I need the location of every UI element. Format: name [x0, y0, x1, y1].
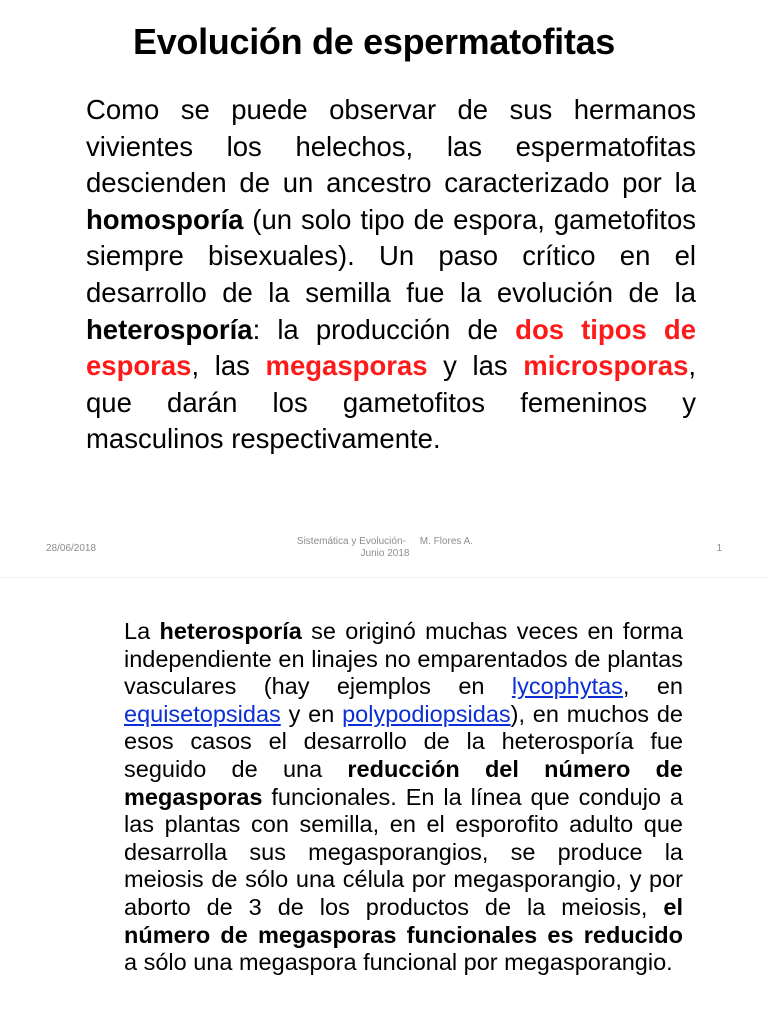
link-equisetopsidas[interactable]: equisetopsidas — [124, 700, 281, 727]
text-run: y en — [280, 700, 343, 727]
footer-course-line-1: Sistemática y Evolución- M. Flores A. — [296, 536, 474, 547]
text-run: , las — [191, 350, 266, 382]
highlight-dos-tipos-de-esporas: dos tipos de esporas — [86, 313, 697, 382]
text-run: La — [124, 618, 160, 644]
slide-2-paragraph — [124, 618, 683, 977]
bold-heterosporia: heterosporía — [159, 618, 302, 644]
footer-course — [250, 536, 520, 560]
footer-date: 28/06/2018 — [46, 543, 97, 554]
bold-homosporia: homosporía — [86, 203, 244, 235]
text-run: y las — [427, 350, 524, 382]
bold-numero-megasporas: el número de megasporas funcionales es reducido — [124, 893, 683, 948]
text-run: : la producción de — [252, 313, 516, 345]
bold-heterosporia: heterosporía — [86, 313, 253, 345]
slide-title-text: Evolución de espermatofitas — [132, 21, 616, 62]
text-run: , en — [622, 673, 684, 700]
footer-course-line-2: Junio 2018 — [360, 548, 410, 559]
slide-1-paragraph — [86, 92, 696, 458]
text-run: (un solo tipo de espora, gametofitos siempre bisexuales). Un paso crítico en el desarrollo de la semilla fue la evolución de la — [86, 203, 696, 308]
link-polypodiopsidas[interactable]: polypodiopsidas — [342, 700, 511, 727]
slide-title — [0, 20, 768, 63]
bold-reduccion-megasporas: reducción del número de megasporas — [124, 755, 683, 810]
text-run: se originó muchas veces en forma independiente en linajes no emparentados de plantas vasculares (hay ejemplos en — [124, 618, 683, 700]
text-run: , que darán los gametofitos femeninos y masculinos respectivamente. — [86, 350, 697, 455]
text-run: a sólo una megaspora funcional por megasporangio. — [124, 949, 673, 976]
highlight-microsporas: microsporas — [523, 350, 689, 382]
text-run: funcionales. En la línea que condujo a las plantas con semilla, en el esporofito adulto que desarrolla sus megasporangios, se produce la meiosis de sólo una célula por megasporangio, y por aborto de 3 de los productos de la meiosis, — [124, 783, 683, 920]
slide-2 — [0, 578, 768, 1024]
link-lycophytas[interactable]: lycophytas — [511, 673, 623, 700]
text-run: Como se puede observar de sus hermanos vivientes los helechos, las espermatofitas descienden de un ancestro caracterizado por la — [86, 94, 696, 199]
text-run: ), en muchos de esos casos el desarrollo de la heterosporía fue seguido de una — [124, 700, 683, 782]
footer-page-number: 1 — [716, 543, 722, 554]
highlight-megasporas: megasporas — [265, 350, 428, 382]
